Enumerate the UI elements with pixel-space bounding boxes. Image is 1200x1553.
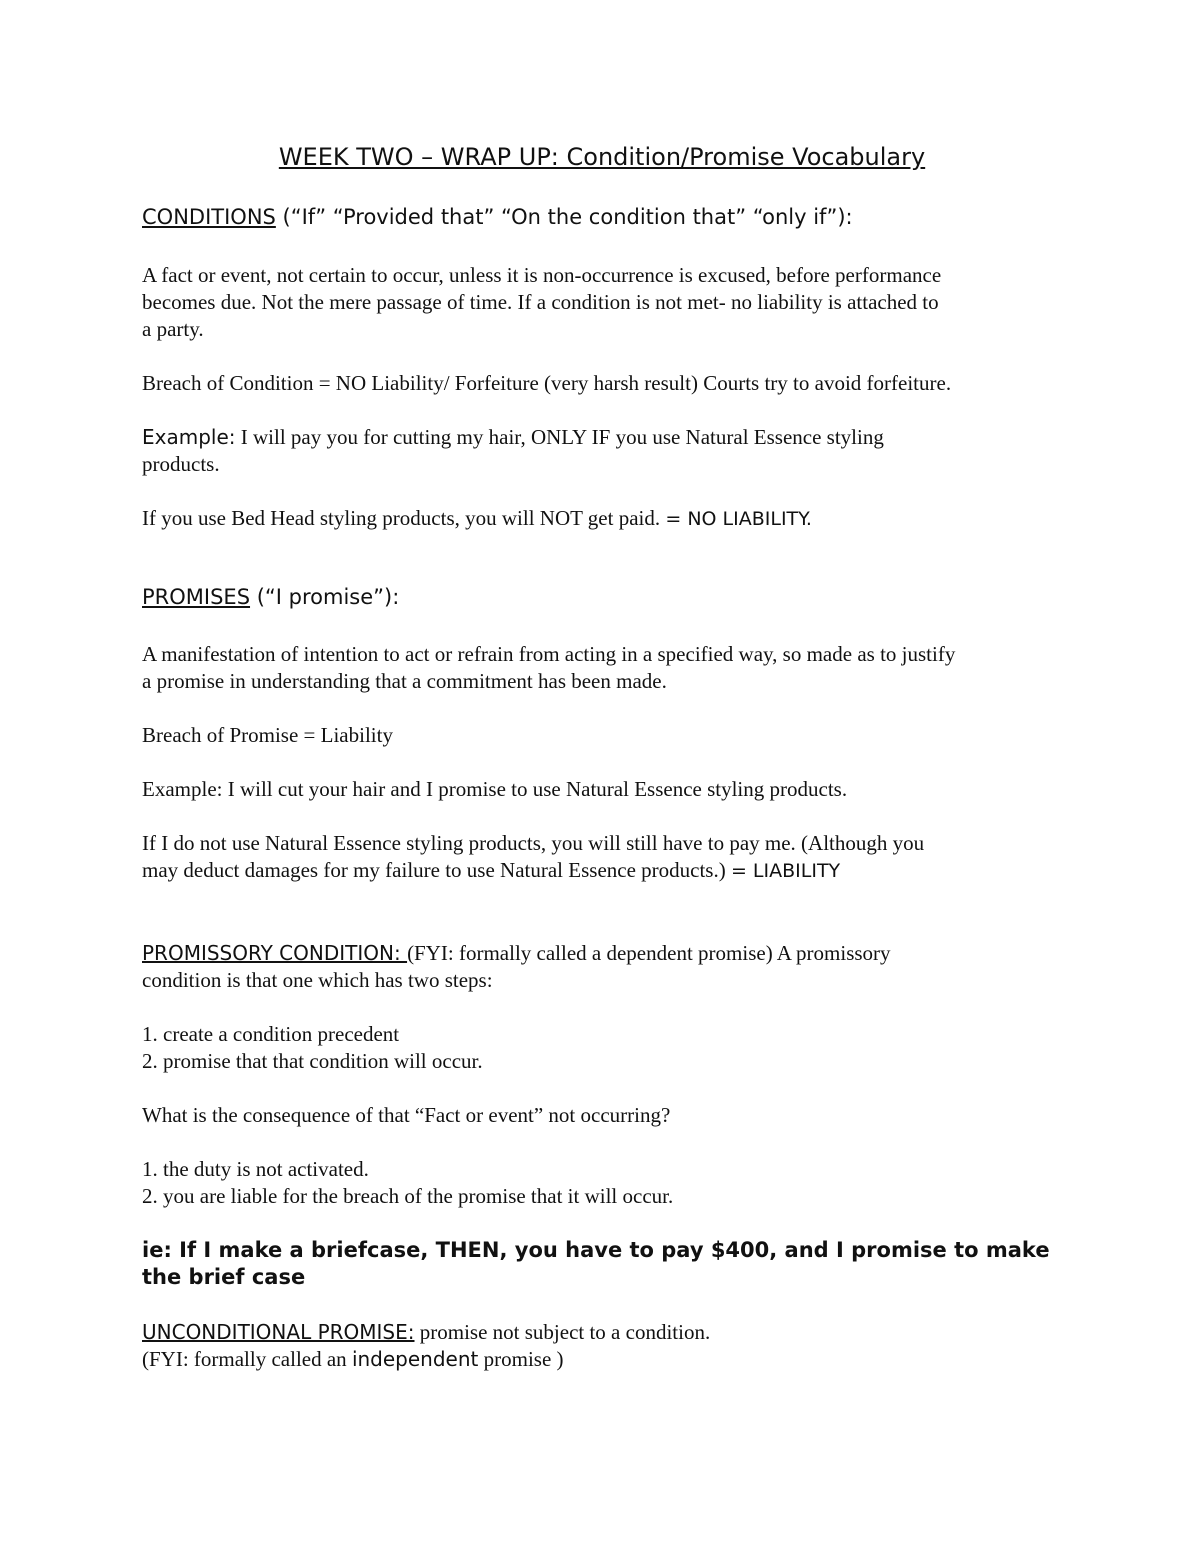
promissory-line-2: condition is that one which has two steps: <box>142 968 493 992</box>
promises-label: PROMISES <box>142 585 251 609</box>
promissory-answer-1: 1. the duty is not activated. <box>142 1157 369 1181</box>
unconditional-line-1 <box>142 1319 1062 1346</box>
unconditional-fyi-emph: independent <box>351 1347 479 1371</box>
promises-example: Example: I will cut your hair and I promise to use Natural Essence styling products. <box>142 777 848 801</box>
promises-heading <box>142 585 399 609</box>
conditions-definition-line-2: becomes due. Not the mere passage of time. If a condition is not met- no liability is attached to <box>142 290 939 314</box>
page-title: WEEK TWO – WRAP UP: Condition/Promise Vocabulary <box>278 143 926 171</box>
conditions-example-line-2: products. <box>142 452 220 476</box>
unconditional-line-2 <box>142 1346 1062 1373</box>
promises-definition-line-2: a promise in understanding that a commitment has been made. <box>142 669 667 693</box>
promissory-step-1: 1. create a condition precedent <box>142 1022 400 1046</box>
conditions-breach: Breach of Condition = NO Liability/ Forfeiture (very harsh result) Courts try to avoid forfeiture. <box>142 371 952 395</box>
unconditional-fyi-pre: (FYI: formally called an <box>142 1347 352 1371</box>
conditions-triggers: (“If” “Provided that” “On the condition that” “only if”): <box>275 205 853 229</box>
promises-triggers: (“I promise”): <box>250 585 400 609</box>
conditions-example-label: Example: <box>142 425 236 449</box>
promissory-text: (FYI: formally called a dependent promise) A promissory <box>407 941 891 965</box>
promissory-answer-2: 2. you are liable for the breach of the promise that it will occur. <box>142 1184 674 1208</box>
promises-definition-line-1: A manifestation of intention to act or refrain from acting in a specified way, so made as to justify <box>142 642 956 666</box>
conditions-example-text: I will pay you for cutting my hair, ONLY IF you use Natural Essence styling <box>235 425 884 449</box>
promissory-ie-line-2: the brief case <box>142 1265 306 1289</box>
promises-result-text: may deduct damages for my failure to use Natural Essence products.) <box>142 858 731 882</box>
conditions-label: CONDITIONS <box>142 205 276 229</box>
promises-result-line-1: If I do not use Natural Essence styling products, you will still have to pay me. (Although you <box>142 831 925 855</box>
promises-breach: Breach of Promise = Liability <box>142 723 393 747</box>
promissory-ie-line-1: ie: If I make a briefcase, THEN, you have to pay $400, and I promise to make <box>142 1238 1050 1262</box>
unconditional-label: UNCONDITIONAL PROMISE: <box>142 1320 415 1344</box>
promissory-label: PROMISSORY CONDITION: <box>142 941 408 965</box>
promises-result-emph: = LIABILITY <box>730 860 841 882</box>
promissory-line-1 <box>142 940 1062 967</box>
conditions-example-line-1 <box>142 424 1062 451</box>
conditions-heading <box>142 205 853 229</box>
promissory-step-2: 2. promise that that condition will occur. <box>142 1049 483 1073</box>
conditions-definition-line-3: a party. <box>142 317 204 341</box>
promises-result-line-2 <box>142 857 1062 885</box>
unconditional-fyi-post: promise ) <box>478 1347 564 1371</box>
conditions-result-text: If you use Bed Head styling products, you will NOT get paid. <box>142 506 666 530</box>
conditions-definition-line-1: A fact or event, not certain to occur, unless it is non-occurrence is excused, before performance <box>142 263 942 287</box>
unconditional-text: promise not subject to a condition. <box>414 1320 711 1344</box>
conditions-result-emph: = NO LIABILITY. <box>665 508 812 530</box>
conditions-result <box>142 505 1062 533</box>
promissory-question: What is the consequence of that “Fact or event” not occurring? <box>142 1103 671 1127</box>
